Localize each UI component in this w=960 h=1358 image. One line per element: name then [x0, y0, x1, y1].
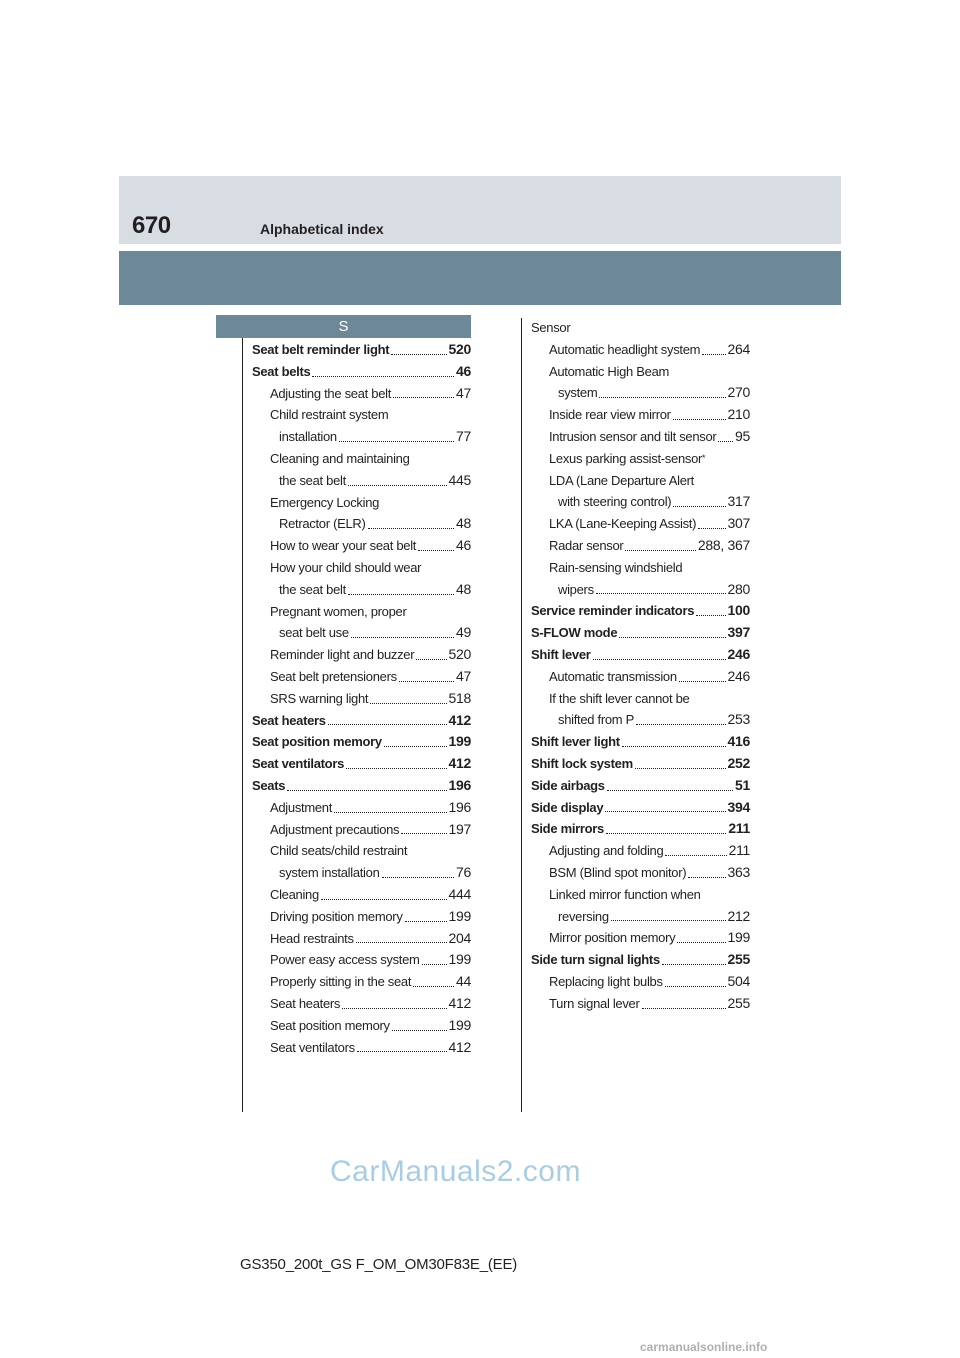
index-entry-term: the seat belt	[279, 472, 346, 488]
index-entry-page[interactable]: 307	[727, 515, 750, 532]
index-entry-page[interactable]: 397	[727, 624, 750, 641]
index-entry	[531, 818, 750, 840]
index-entry	[252, 840, 471, 862]
index-entry-term: Automatic High Beam	[549, 363, 670, 379]
watermark-logo: CarManuals2.com	[330, 1155, 581, 1188]
index-entry-page[interactable]: 212	[727, 907, 750, 924]
index-entry-term: Replacing light bulbs	[549, 973, 663, 989]
index-entry-term: Properly sitting in the seat	[270, 974, 412, 990]
index-entry	[531, 361, 750, 383]
index-entry	[531, 666, 750, 688]
index-entry-page[interactable]: 252	[727, 754, 750, 771]
index-entry	[252, 928, 471, 950]
dot-leader	[665, 855, 726, 856]
index-entry-page[interactable]: 445	[448, 471, 471, 488]
index-entry	[531, 753, 750, 775]
left-column-rule	[242, 338, 243, 1112]
index-entry-page[interactable]: 199	[727, 929, 750, 946]
index-entry	[252, 971, 471, 993]
index-entry	[252, 797, 471, 819]
index-entry-page[interactable]: 246	[727, 645, 750, 662]
index-entry-term: Power easy access system	[270, 952, 420, 968]
index-entry	[531, 775, 750, 797]
dot-leader	[342, 1008, 446, 1009]
index-entry	[531, 513, 750, 535]
index-entry-page[interactable]: 47	[456, 384, 471, 401]
index-entry-page[interactable]: 211	[728, 842, 750, 859]
index-entry-page[interactable]: 211	[728, 820, 750, 837]
dot-leader	[635, 768, 726, 769]
dot-leader	[422, 964, 447, 965]
dot-leader	[413, 986, 454, 987]
index-entry-page[interactable]: 518	[448, 689, 471, 706]
index-entry-term: Shift lock system	[531, 755, 633, 771]
index-entry	[531, 862, 750, 884]
index-entry-term: Seat belt pretensioners	[270, 668, 397, 684]
right-column-rule	[521, 318, 522, 1112]
dot-leader	[605, 811, 725, 812]
index-entry-term: How to wear your seat belt	[270, 538, 417, 554]
index-entry-page[interactable]: 394	[727, 798, 750, 815]
dot-leader	[642, 1008, 726, 1009]
dot-leader	[599, 397, 725, 398]
index-entry	[531, 731, 750, 753]
dot-leader	[401, 833, 446, 834]
index-entry	[531, 491, 750, 513]
index-entry	[252, 666, 471, 688]
index-entry	[252, 993, 471, 1015]
index-entry-term: Shift lever light	[531, 734, 620, 750]
index-entry-page[interactable]: 416	[727, 733, 750, 750]
index-entry	[531, 600, 750, 622]
index-entry	[531, 382, 750, 404]
index-entry-term: system installation	[279, 865, 380, 881]
dot-leader	[596, 593, 726, 594]
index-entry	[252, 448, 471, 470]
index-entry-term: Driving position memory	[270, 908, 403, 924]
index-entry-page[interactable]: 280	[727, 580, 750, 597]
dot-leader	[673, 419, 726, 420]
index-entry	[531, 840, 750, 862]
index-entry	[252, 383, 471, 405]
index-entry-page[interactable]: 76	[456, 864, 471, 881]
index-entry-page[interactable]: 264	[727, 340, 750, 357]
index-entry	[531, 971, 750, 993]
index-entry-term: Cleaning and maintaining	[270, 450, 410, 466]
dot-leader	[321, 899, 447, 900]
index-entry-term: Cleaning	[270, 886, 319, 902]
dot-leader	[593, 659, 726, 660]
index-entry	[531, 688, 750, 710]
index-entry	[531, 317, 750, 339]
index-entry-page[interactable]: 412	[448, 711, 471, 728]
dot-leader	[351, 637, 454, 638]
index-entry-page[interactable]: 520	[448, 646, 471, 663]
index-entry-term: How your child should wear	[270, 559, 422, 575]
index-entry	[252, 949, 471, 971]
dot-leader	[665, 986, 726, 987]
index-entry-page[interactable]: 253	[727, 711, 750, 728]
index-entry-page[interactable]: 255	[727, 994, 750, 1011]
index-entry-term: system	[558, 385, 598, 401]
index-entry-term: Side airbags	[531, 777, 605, 793]
index-entry	[252, 426, 471, 448]
index-entry-page[interactable]: 199	[448, 907, 471, 924]
index-entry-page[interactable]: 48	[456, 515, 471, 532]
index-entry	[531, 884, 750, 906]
index-entry	[531, 927, 750, 949]
index-entry-term: Adjustment	[270, 799, 333, 815]
index-column-right	[531, 317, 750, 1015]
index-entry	[531, 993, 750, 1015]
index-entry-page[interactable]: 77	[456, 428, 471, 445]
index-entry	[252, 775, 471, 797]
index-entry-term: Seats	[252, 777, 286, 793]
index-entry-term: Rain-sensing windshield	[549, 559, 683, 575]
dot-leader	[416, 659, 446, 660]
index-entry	[252, 884, 471, 906]
dot-leader	[328, 724, 447, 725]
index-entry	[252, 492, 471, 514]
index-entry-page[interactable]: 196	[448, 798, 471, 815]
dot-leader	[698, 528, 725, 529]
index-entry-term: Head restraints	[270, 930, 354, 946]
index-entry-term: Service reminder indicators	[531, 603, 695, 619]
header-band	[119, 176, 841, 244]
index-entry-term: Seat belts	[252, 363, 311, 379]
dot-leader	[673, 506, 725, 507]
index-entry-page[interactable]: 317	[727, 493, 750, 510]
index-entry	[252, 862, 471, 884]
index-letter-heading: S	[216, 315, 471, 338]
index-entry-page[interactable]: 51	[735, 776, 750, 793]
index-entry-page[interactable]: 46	[456, 537, 471, 554]
index-entry-page[interactable]: 44	[456, 973, 471, 990]
index-entry-term: Side display	[531, 799, 604, 815]
index-entry	[531, 557, 750, 579]
index-entry	[252, 535, 471, 557]
index-entry	[531, 448, 750, 470]
index-entry	[531, 644, 750, 666]
index-entry-page[interactable]: 270	[727, 384, 750, 401]
index-entry-term: S-FLOW mode	[531, 625, 618, 641]
index-entry-term: Side mirrors	[531, 821, 604, 837]
index-entry-term: Lexus parking assist-sensor	[549, 450, 703, 466]
index-entry	[531, 709, 750, 731]
dot-leader	[696, 615, 725, 616]
index-entry-term: installation	[279, 429, 337, 445]
index-entry	[252, 1015, 471, 1037]
dot-leader	[399, 681, 454, 682]
index-entry-term: Retractor (ELR)	[279, 516, 366, 532]
index-entry-term: Intrusion sensor and tilt sensor	[549, 428, 717, 444]
index-entry-term: wipers	[558, 581, 594, 597]
index-entry	[252, 513, 471, 535]
index-entry-page[interactable]: 444	[448, 885, 471, 902]
index-entry-page[interactable]: 288, 367	[697, 536, 750, 553]
index-entry-page[interactable]: 412	[448, 994, 471, 1011]
index-entry-page[interactable]: 412	[448, 1038, 471, 1055]
index-entry-term: Pregnant women, proper	[270, 603, 407, 619]
index-entry	[252, 819, 471, 841]
index-entry	[252, 710, 471, 732]
index-entry-term: Automatic transmission	[549, 668, 677, 684]
index-entry	[531, 426, 750, 448]
index-entry-page[interactable]: 199	[448, 1016, 471, 1033]
index-entry	[252, 906, 471, 928]
dot-leader	[392, 1030, 447, 1031]
header-accent-band	[119, 251, 841, 305]
dot-leader	[718, 441, 733, 442]
index-entry-page[interactable]: 197	[448, 820, 471, 837]
dot-leader	[619, 637, 725, 638]
index-entry-page[interactable]: 210	[727, 406, 750, 423]
dot-leader	[391, 354, 446, 355]
dot-leader	[357, 1051, 447, 1052]
index-entry	[531, 949, 750, 971]
index-entry	[252, 601, 471, 623]
index-entry	[252, 557, 471, 579]
index-entry	[252, 688, 471, 710]
index-entry	[252, 470, 471, 492]
dot-leader	[662, 964, 726, 965]
dot-leader	[611, 920, 726, 921]
document-code: GS350_200t_GS F_OM_OM30F83E_(EE)	[240, 1256, 518, 1273]
index-entry-page[interactable]: 46	[456, 362, 471, 379]
index-entry	[531, 535, 750, 557]
index-entry	[252, 753, 471, 775]
index-entry-term: Seat heaters	[270, 995, 341, 1011]
index-entry-term: shifted from P	[558, 712, 634, 728]
dot-leader	[405, 921, 447, 922]
index-entry	[531, 339, 750, 361]
index-entry-page[interactable]: 49	[456, 624, 471, 641]
index-entry-page[interactable]: 412	[448, 755, 471, 772]
index-entry-term: Reminder light and buzzer	[270, 647, 415, 663]
index-entry-term: If the shift lever cannot be	[549, 690, 690, 706]
index-entry	[252, 404, 471, 426]
index-entry-term: Shift lever	[531, 646, 591, 662]
index-entry-term: Linked mirror function when	[549, 886, 701, 902]
index-entry-term: BSM (Blind spot monitor)	[549, 864, 687, 880]
dot-leader	[607, 790, 733, 791]
index-entry-term: Adjusting and folding	[549, 843, 664, 859]
dot-leader	[348, 594, 454, 595]
index-entry-page[interactable]: 196	[448, 776, 471, 793]
dot-leader	[418, 550, 454, 551]
index-entry	[531, 470, 750, 492]
dot-leader	[368, 528, 454, 529]
index-entry-page[interactable]: 363	[727, 863, 750, 880]
dot-leader	[636, 724, 726, 725]
index-entry-term: Side turn signal lights	[531, 952, 660, 968]
dot-leader	[287, 790, 446, 791]
index-entry-page[interactable]: 100	[727, 602, 750, 619]
index-entry-term: Seat belt reminder light	[252, 342, 390, 357]
index-entry-term: Seat ventilators	[270, 1039, 355, 1055]
dot-leader	[382, 877, 455, 878]
dot-leader	[339, 441, 454, 442]
index-entry-page[interactable]: 204	[448, 929, 471, 946]
index-entry	[252, 579, 471, 601]
index-entry-term: Emergency Locking	[270, 494, 380, 510]
dot-leader	[622, 746, 726, 747]
index-entry-page[interactable]: 504	[727, 972, 750, 989]
index-entry-page[interactable]: 246	[727, 667, 750, 684]
index-entry-term: Adjustment precautions	[270, 821, 400, 837]
index-entry	[252, 622, 471, 644]
dot-leader	[384, 746, 447, 747]
index-entry-term: LKA (Lane-Keeping Assist)	[549, 516, 697, 532]
watermark-footer: carmanualsonline.info	[640, 1340, 768, 1354]
index-entry-term: Child restraint system	[270, 407, 389, 423]
index-entry-page[interactable]: 48	[456, 580, 471, 597]
index-entry	[531, 622, 750, 644]
index-entry-term: Adjusting the seat belt	[270, 385, 392, 401]
index-entry	[252, 361, 471, 383]
dot-leader	[625, 550, 695, 551]
index-entry-page[interactable]: 199	[448, 733, 471, 750]
dot-leader	[688, 877, 725, 878]
index-entry	[252, 731, 471, 753]
index-entry-term: the seat belt	[279, 581, 346, 597]
index-entry	[252, 644, 471, 666]
dot-leader	[679, 681, 726, 682]
index-entry-page[interactable]: 47	[456, 667, 471, 684]
index-entry-term: Sensor	[531, 320, 571, 335]
index-entry-term: Radar sensor	[549, 537, 624, 553]
index-entry-page[interactable]: 95	[735, 427, 750, 444]
dot-leader	[312, 376, 454, 377]
dot-leader	[702, 354, 725, 355]
index-entry-term: Seat position memory	[252, 734, 382, 750]
index-entry-page[interactable]: 255	[727, 951, 750, 968]
index-entry-term: seat belt use	[279, 625, 349, 641]
section-title: Alphabetical index	[260, 221, 384, 237]
index-entry	[531, 404, 750, 426]
index-entry-term: Inside rear view mirror	[549, 407, 671, 423]
index-entry-term: LDA (Lane Departure Alert	[549, 472, 694, 488]
dot-leader	[606, 833, 726, 834]
index-entry-term: reversing	[558, 908, 609, 924]
dot-leader	[677, 942, 725, 943]
footnote-marker: *	[702, 452, 706, 463]
index-entry	[531, 797, 750, 819]
index-entry-term: Turn signal lever	[549, 995, 640, 1011]
index-entry-term: Seat position memory	[270, 1017, 390, 1033]
dot-leader	[348, 485, 447, 486]
dot-leader	[370, 703, 446, 704]
index-entry-term: Seat heaters	[252, 712, 326, 728]
index-entry-term: Mirror position memory	[549, 930, 676, 946]
index-entry-term: Child seats/child restraint	[270, 843, 408, 859]
index-entry	[252, 1037, 471, 1059]
index-column-left	[252, 339, 471, 1058]
dot-leader	[346, 768, 447, 769]
dot-leader	[393, 397, 454, 398]
index-entry-page[interactable]: 520	[448, 341, 471, 357]
index-entry	[252, 339, 471, 361]
index-entry-term: SRS warning light	[270, 690, 369, 706]
index-entry-term: Automatic headlight system	[549, 341, 701, 357]
index-entry-term: Seat ventilators	[252, 756, 345, 772]
index-entry	[531, 579, 750, 601]
dot-leader	[334, 812, 446, 813]
index-entry-term: with steering control)	[558, 494, 672, 510]
dot-leader	[356, 942, 447, 943]
index-entry	[531, 906, 750, 928]
index-entry-page[interactable]: 199	[448, 951, 471, 968]
page-number: 670	[132, 212, 171, 239]
